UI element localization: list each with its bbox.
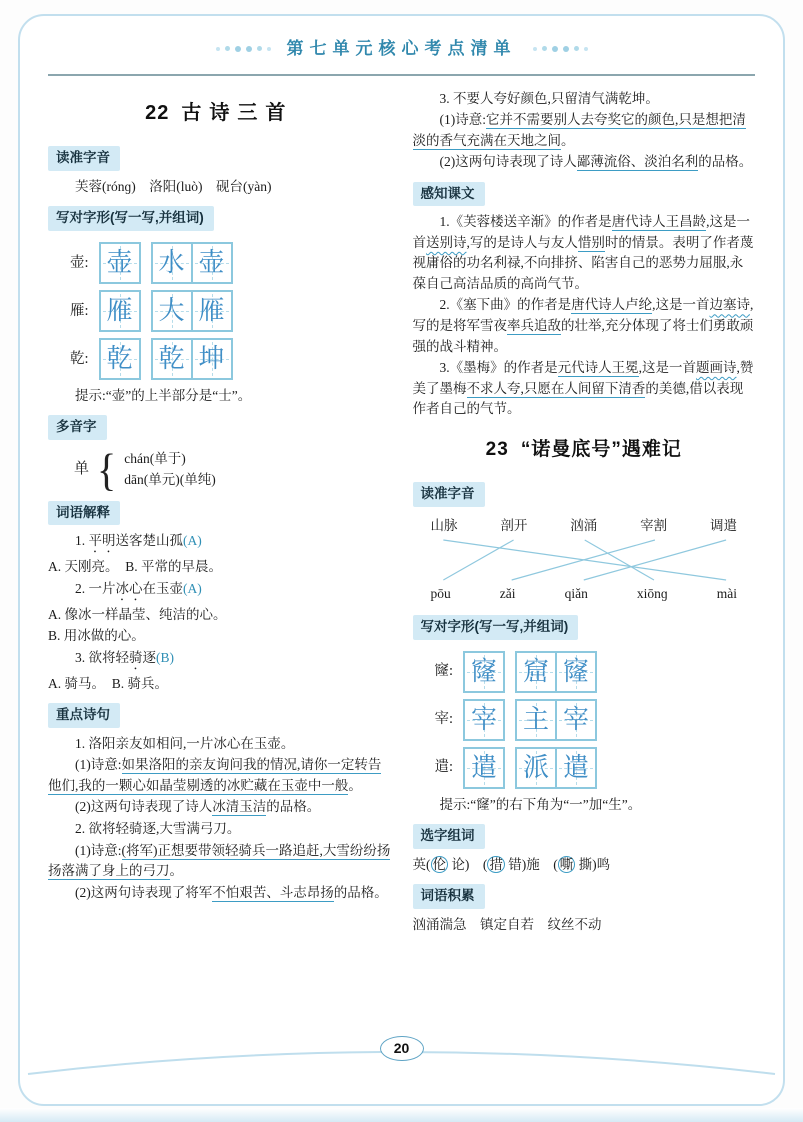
keyline-para: 1. 洛阳亲友如相问,一片冰心在玉壶。 bbox=[75, 735, 295, 751]
pinyin-matching bbox=[413, 516, 756, 605]
section-badge-explain: 词语解释 bbox=[48, 501, 120, 526]
decorative-dots-left bbox=[216, 46, 271, 52]
practice-box: 窿 bbox=[555, 651, 597, 693]
practice-box: 大 bbox=[151, 290, 193, 332]
polyphonic-reading: dān(单元)(单纯) bbox=[124, 472, 216, 488]
accumulate-line: 汹涌湍急 镇定自若 纹丝不动 bbox=[412, 916, 602, 932]
practice-box: 宰 bbox=[555, 699, 597, 741]
comprehension-para: 2.《塞下曲》的作者是唐代诗人卢纶,这是一首边塞诗,写的是将军雪夜率兵追敌的壮举,充分体现了将士们勇敢顽强的战斗精神。 bbox=[412, 297, 754, 354]
practice-box: 壶 bbox=[99, 242, 141, 284]
page-frame bbox=[18, 14, 785, 1106]
writing-row-label: 遣: bbox=[434, 759, 454, 776]
writing-row bbox=[435, 651, 756, 693]
section-badge-writing: 写对字形(写一写,并组词) bbox=[48, 206, 214, 231]
explain-line: 3. 欲将轻骑逐(B) bbox=[75, 649, 174, 665]
practice-box: 遣 bbox=[555, 747, 597, 789]
section-badge-writing: 写对字形(写一写,并组词) bbox=[413, 615, 579, 640]
writing-row-label: 宰: bbox=[434, 711, 454, 728]
practice-word-group bbox=[151, 290, 233, 332]
bottom-decorative-band bbox=[0, 1108, 803, 1122]
keyline-para: 3. 不要人夸好颜色,只留清气满乾坤。 bbox=[439, 90, 659, 106]
explain-line: B. 用冰做的心。 bbox=[48, 628, 145, 644]
section-badge-comprehension: 感知课文 bbox=[413, 182, 485, 207]
practice-box: 水 bbox=[151, 242, 193, 284]
section-badge-pronounce: 读准字音 bbox=[413, 482, 485, 507]
brace-icon: { bbox=[97, 443, 117, 496]
practice-word-group bbox=[515, 747, 597, 789]
practice-word-group bbox=[515, 699, 597, 741]
page-number-badge bbox=[380, 1036, 424, 1061]
writing-row-label: 乾: bbox=[70, 350, 89, 367]
practice-box: 窟 bbox=[515, 651, 557, 693]
lesson-23-title bbox=[413, 436, 756, 465]
practice-box: 坤 bbox=[191, 338, 233, 380]
writing-row bbox=[435, 699, 756, 741]
lesson-name: 古诗三首 bbox=[181, 101, 294, 124]
section-badge-keylines: 重点诗句 bbox=[48, 703, 120, 728]
pronounce-line: 芙蓉(rónɡ) 洛阳(luò) 砚台(yàn) bbox=[75, 178, 272, 194]
comprehension-para: 3.《墨梅》的作者是元代诗人王冕,这是一首题画诗,赞美了墨梅不求人夸,只愿在人间留下清香的美德,借以表现作者自己的气节。 bbox=[412, 360, 754, 417]
writing-row bbox=[70, 338, 391, 380]
keyline-para: (1)诗意:如果洛阳的亲友询问我的情况,请你一定转告他们,我的一颗心如晶莹剔透的冰贮藏在玉壶中一般。 bbox=[48, 757, 382, 793]
practice-box: 窿 bbox=[463, 651, 505, 693]
practice-word-group bbox=[515, 651, 597, 693]
choose-line: 英( 伦 论) ( 措 错)施 ( 嘶 撕)鸣 bbox=[412, 856, 611, 872]
page-number: 20 bbox=[393, 1040, 410, 1056]
keyline-para: (2)这两句诗表现了将军不怕艰苦、斗志昂扬的品格。 bbox=[75, 884, 388, 900]
practice-box: 乾 bbox=[151, 338, 193, 380]
practice-box: 主 bbox=[515, 699, 557, 741]
section-badge-choose: 选字组词 bbox=[413, 824, 485, 849]
section-badge-accumulate: 词语积累 bbox=[413, 884, 485, 909]
matching-pinyin: pōu zǎi qiǎn xiōnɡ mài bbox=[430, 586, 737, 602]
left-column bbox=[48, 88, 391, 904]
page-header bbox=[20, 16, 783, 76]
writing-row-label: 壶: bbox=[70, 254, 89, 271]
practice-box: 乾 bbox=[99, 338, 141, 380]
explain-line: A. 天刚亮。 B. 平常的早晨。 bbox=[48, 559, 223, 575]
writing-hint: 提示:“壶”的上半部分是“士”。 bbox=[75, 387, 252, 403]
polyphonic-char: 单 bbox=[74, 461, 90, 478]
matching-words: 山脉 剖开 汹涌 宰割 调遣 bbox=[430, 517, 737, 533]
writing-row-label: 窿: bbox=[434, 663, 454, 680]
page-title: 第七单元核心考点清单 bbox=[286, 39, 517, 58]
writing-row bbox=[435, 747, 756, 789]
section-badge-polyphonic: 多音字 bbox=[48, 415, 107, 440]
keyline-para: (1)诗意:它并不需要别人去夸奖它的颜色,只是想把清淡的香气充满在天地之间。 bbox=[412, 112, 746, 148]
footer-curve bbox=[20, 1024, 783, 1088]
right-column bbox=[413, 88, 756, 936]
keyline-para: (2)这两句诗表现了诗人鄙薄流俗、淡泊名利的品格。 bbox=[439, 154, 753, 170]
writing-row bbox=[70, 242, 391, 284]
page-footer bbox=[20, 1024, 783, 1088]
decorative-dots-right bbox=[533, 46, 588, 52]
explain-line: 1. 平明送客楚山孤(A) bbox=[75, 533, 202, 549]
practice-box: 遣 bbox=[463, 747, 505, 789]
matching-lines bbox=[413, 538, 756, 582]
keyline-para: 2. 欲将轻骑逐,大雪满弓刀。 bbox=[75, 820, 241, 836]
polyphonic-reading: chán(单于) bbox=[124, 450, 186, 466]
writing-hint: 提示:“窿”的右下角为“一”加“生”。 bbox=[439, 796, 642, 812]
keyline-para: (2)这两句诗表现了诗人冰清玉洁的品格。 bbox=[75, 799, 321, 815]
section-badge-pronounce: 读准字音 bbox=[48, 146, 120, 171]
practice-box: 壶 bbox=[191, 242, 233, 284]
polyphonic-entry bbox=[74, 443, 391, 496]
practice-box: 宰 bbox=[463, 699, 505, 741]
content-columns bbox=[20, 76, 783, 936]
lesson-name: “诺曼底号”遇难记 bbox=[520, 438, 682, 460]
writing-row bbox=[70, 290, 391, 332]
explain-line: 2. 一片冰心在玉壶(A) bbox=[75, 580, 202, 596]
lesson-number: 22 bbox=[145, 101, 170, 124]
lesson-22-title bbox=[48, 98, 391, 128]
lesson-number: 23 bbox=[485, 438, 509, 460]
explain-line: A. 像冰一样晶莹、纯洁的心。 bbox=[48, 606, 227, 622]
explain-line: A. 骑马。 B. 骑兵。 bbox=[48, 675, 169, 691]
comprehension-para: 1.《芙蓉楼送辛渐》的作者是唐代诗人王昌龄,这是一首送别诗,写的是诗人与友人惜别时的情景。表明了作者蔑视庸俗的功名利禄,不向排挤、陷害自己的恶势力屈服,永葆自己高洁品质的高尚气节。 bbox=[412, 214, 754, 291]
writing-row-label: 雁: bbox=[70, 302, 89, 319]
practice-word-group bbox=[151, 338, 233, 380]
keyline-para: (1)诗意:(将军)正想要带领轻骑兵一路追赶,大雪纷纷扬扬落满了身上的弓刀。 bbox=[48, 842, 391, 879]
practice-word-group bbox=[151, 242, 233, 284]
practice-box: 雁 bbox=[99, 290, 141, 332]
practice-box: 雁 bbox=[191, 290, 233, 332]
practice-box: 派 bbox=[515, 747, 557, 789]
